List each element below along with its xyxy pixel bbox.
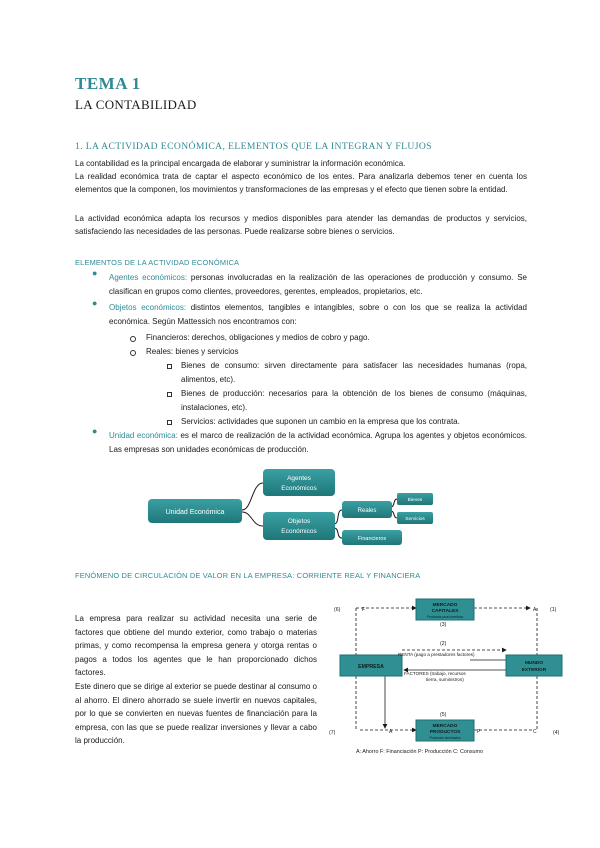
svg-text:PRODUCTOS: PRODUCTOS [429, 730, 461, 735]
svg-text:MERCADO: MERCADO [432, 603, 458, 608]
paragraph: La actividad económica adapta los recursos y medios disponibles para atender las demandas de productos y servicios, satisfaciendo las necesidades de las personas. Puede realizarse sobre bienes o servicios. [75, 214, 527, 236]
bullet-financieros: Financieros: derechos, obligaciones y medios de cobro y pago. [146, 333, 370, 342]
svg-text:(5): (5) [440, 712, 447, 718]
bullet-unidad: Unidad económica: es el marco de realización de la actividad económica. Agrupa los agentes y objetos económicos. Las empresas son unidades económicas de producción. [109, 431, 528, 454]
svg-text:(2): (2) [440, 641, 447, 647]
chapter-number: TEMA 1 [75, 74, 141, 93]
bullet-agentes: Agentes económicos: personas involucradas en la realización de las operaciones de producción y consumo. Se clasifican en grupos como clientes, proveedores, gerentes, empleados, propietarios, etc. [109, 273, 527, 296]
svg-text:P: P [477, 729, 481, 735]
bullet-objetos: Objetos económicos: distintos elementos, tangibles e intangibles, sobre o con los que se realiza la actividad económica. Según Mattessich nos encontramos con: [109, 303, 528, 326]
subsection-heading: ELEMENTOS DE LA ACTIVIDAD ECONÓMICA [75, 258, 240, 267]
svg-text:C: C [533, 729, 537, 735]
svg-text:CAPITALES: CAPITALES [431, 609, 459, 614]
svg-text:F: F [362, 607, 366, 613]
section-title: 1. LA ACTIVIDAD ECONÓMICA, ELEMENTOS QUE LA INTEGRAN Y FLUJOS [75, 141, 432, 152]
svg-text:A: A [389, 729, 393, 735]
svg-text:Bienes: Bienes [407, 498, 423, 503]
svg-text:(6): (6) [334, 607, 341, 613]
bullet-icon: ● [92, 426, 98, 436]
svg-text:RENTA (pago a prestadores fact: RENTA (pago a prestadores factores) [398, 652, 475, 657]
subsection-heading: FENÓMENO DE CIRCULACIÓN DE VALOR EN LA EMPRESA: CORRIENTE REAL Y FINANCIERA [75, 571, 421, 580]
diagram-legend: A: Ahorro F: Financiación P: Producción C: Consumo [356, 749, 484, 755]
svg-text:Productos para invertidos: Productos para invertidos [426, 615, 464, 619]
svg-text:Económicos: Económicos [281, 485, 317, 492]
bullet-reales: Reales: bienes y servicios [146, 347, 239, 356]
mercado-productos-node [416, 720, 474, 741]
svg-text:Financieros: Financieros [357, 536, 387, 542]
svg-text:(4): (4) [553, 730, 560, 736]
svg-text:(3): (3) [440, 622, 447, 628]
chapter-title: LA CONTABILIDAD [75, 97, 197, 112]
bullet-icon: ● [92, 298, 98, 308]
svg-text:Económicos: Económicos [281, 528, 317, 535]
paragraph: La realidad económica trata de captar el aspecto económico de los entes. Para analizarla debemos tener en cuenta los elementos que la componen, los movimientos y transformaciones de las empresas y el efecto que tienen sobre la entidad. [75, 172, 527, 194]
svg-text:EMPRESA: EMPRESA [358, 664, 384, 670]
paragraph: La contabilidad es la principal encargada de elaborar y suministrar la información económica. [75, 159, 406, 168]
svg-text:Objetos: Objetos [287, 518, 311, 525]
svg-text:Agentes: Agentes [287, 475, 311, 482]
svg-text:FACTORES (trabajo, recursos: FACTORES (trabajo, recursos [404, 671, 466, 676]
svg-text:MUNDO: MUNDO [524, 661, 544, 666]
mundo-exterior-node [506, 655, 562, 676]
bullet-produccion: Bienes de producción: necesarios para la obtención de los bienes de consumo (máquinas, instalaciones, etc). [181, 389, 527, 412]
svg-text:Servicios: Servicios [405, 517, 425, 522]
term: Unidad económica: [109, 431, 178, 440]
mercado-capitales-node [416, 599, 474, 620]
svg-text:Productos terminados: Productos terminados [429, 736, 461, 740]
empresa-node [340, 655, 402, 676]
bullet-servicios: Servicios: actividades que suponen un cambio en la empresa que los contrata. [181, 417, 460, 426]
bullet-consumo: Bienes de consumo: sirven directamente para satisfacer las necesidades humanas (ropa, alimentos, etc). [181, 361, 527, 384]
svg-text:Reales: Reales [357, 508, 377, 514]
svg-text:(7): (7) [329, 730, 336, 736]
term: Agentes económicos: [109, 273, 188, 282]
svg-text:MERCADO: MERCADO [432, 724, 458, 729]
svg-text:A: A [533, 607, 537, 613]
bullet-icon: ● [92, 268, 98, 278]
svg-text:Unidad Económica: Unidad Económica [165, 509, 225, 516]
paragraph: Este dinero que se dirige al exterior se puede destinar al consumo o al ahorro. El dinero ahorrado se suele invertir en nuevos capitales, por lo que se convierten en nuevas fuentes de financiación para la empresa, con las que se puede realizar inversiones y llevar a cabo la producción. [75, 682, 317, 746]
svg-text:(1): (1) [550, 607, 557, 613]
svg-text:EXTERIOR: EXTERIOR [521, 668, 547, 673]
svg-text:tierra, suministros): tierra, suministros) [426, 677, 464, 682]
term: Objetos económicos: [109, 303, 187, 312]
paragraph: La empresa para realizar su actividad necesita una serie de factores que obtiene del mundo exterior, como trabajo o materias primas, y como recompensa la empresa genera y otorga rentas o pagos a todos los agentes que le han proporcionado dichos factores. [75, 614, 317, 678]
